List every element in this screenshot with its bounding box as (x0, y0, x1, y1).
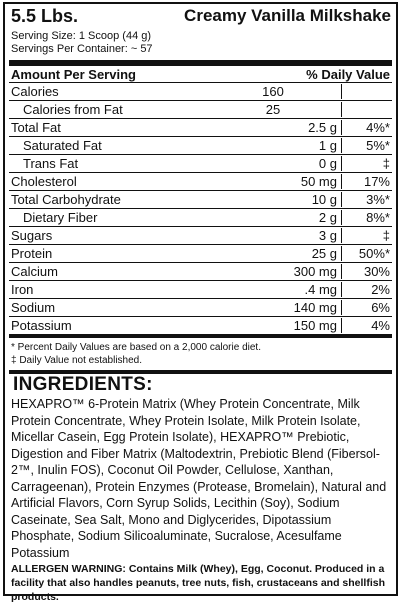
nutrient-label: Protein (11, 246, 53, 261)
nutrient-dv: ‡ (382, 156, 390, 171)
nutrient-dv: 50%* (358, 246, 390, 261)
nutrient-label: Trans Fat (23, 156, 79, 171)
amount-per-serving-header: Amount Per Serving (11, 67, 136, 82)
package-size: 5.5 Lbs. (11, 6, 79, 26)
nutrient-row (9, 227, 392, 245)
nutrient-label: Sodium (11, 300, 56, 315)
allergen-warning: ALLERGEN WARNING: Contains Milk (Whey), Egg, Coconut. Produced in a facility that also handles peanuts, tree nuts, fish, crustaceans and shellfish products. (11, 563, 386, 603)
label-header (5, 4, 396, 30)
nutrient-amount: 25 (209, 102, 342, 117)
nutrient-row (9, 245, 392, 263)
ingredients-text: HEXAPRO™ 6-Protein Matrix (Whey Protein Concentrate, Milk Protein Concentrate, Whey Protein Isolate, Milk Protein Isolate, Micellar Casein, Egg Protein Isolate), HEXAPRO™ Prebiotic, Digestion and Fiber Matrix (Maltodextrin, Prebiotic Blend (Fibersol-2™, Inulin FOS), Coconut Oil Powder, Cellulose, Xanthan, Carrageenan), Protein Enzymes (Protease, Bromelain), Natural and Artificial Flavors, Corn Syrup Solids, Lecithin (Soy), Sodium Caseinate, Sea Salt, Mono and Diglycerides, Dipotassium Phosphate, Sodium Silicoaluminate, Sucralose, Acesulfame Potassium (11, 397, 387, 560)
nutrient-row (9, 83, 392, 101)
nutrient-label: Potassium (11, 318, 72, 333)
nutrient-dv: 17% (363, 174, 390, 189)
nutrient-amount: 3 g (239, 228, 342, 243)
nutrient-amount: 2.5 g (239, 120, 342, 135)
nutrient-amount: 2 g (239, 210, 342, 225)
nutrient-dv: 2% (371, 282, 390, 297)
nutrient-dv: 5%* (366, 138, 390, 153)
nutrient-label: Calories from Fat (23, 102, 123, 117)
nutrient-label: Calcium (11, 264, 58, 279)
nutrient-amount: 140 mg (239, 300, 342, 315)
serving-size: Serving Size: 1 Scoop (44 g) (11, 30, 152, 42)
nutrient-row (9, 299, 392, 317)
nutrient-amount: .4 mg (239, 282, 342, 297)
nutrition-facts-panel (3, 2, 398, 603)
medium-divider (9, 334, 392, 338)
nutrient-dv: ‡ (382, 228, 390, 243)
nutrient-row (9, 263, 392, 281)
nutrient-row (9, 281, 392, 299)
nutrient-row (9, 191, 392, 209)
nutrient-dv: 3%* (366, 192, 390, 207)
nutrient-label: Calories (11, 84, 59, 99)
nutrient-amount: 1 g (239, 138, 342, 153)
nutrient-row (9, 119, 392, 137)
nutrient-dv: 4%* (366, 120, 390, 135)
nutrient-label: Total Carbohydrate (11, 192, 121, 207)
nutrient-amount: 300 mg (239, 264, 342, 279)
not-established-footnote: ‡ Daily Value not established. (11, 355, 143, 366)
column-header (9, 66, 392, 83)
nutrient-row (9, 137, 392, 155)
product-name: Creamy Vanilla Milkshake (184, 6, 391, 25)
nutrient-amount: 160 (209, 84, 342, 99)
nutrient-row (9, 101, 392, 119)
nutrient-dv: 30% (363, 264, 390, 279)
daily-value-footnote: * Percent Daily Values are based on a 2,000 calorie diet. (11, 342, 261, 353)
nutrient-dv: 4% (371, 318, 390, 333)
nutrient-rows (5, 83, 396, 334)
nutrient-label: Dietary Fiber (23, 210, 98, 225)
nutrient-amount: 25 g (239, 246, 342, 261)
servings-per-container: Servings Per Container: ~ 57 (11, 43, 153, 55)
nutrient-label: Sugars (11, 228, 53, 243)
nutrient-label: Total Fat (11, 120, 61, 135)
nutrient-label: Iron (11, 282, 34, 297)
nutrient-amount: 0 g (239, 156, 342, 171)
ingredients-title: INGREDIENTS: (9, 370, 392, 396)
nutrient-amount: 50 mg (239, 174, 342, 189)
nutrient-row (9, 317, 392, 334)
nutrient-row (9, 209, 392, 227)
nutrient-row (9, 155, 392, 173)
daily-value-header: % Daily Value (306, 67, 390, 82)
nutrient-label: Saturated Fat (23, 138, 102, 153)
nutrient-row (9, 173, 392, 191)
nutrient-label: Cholesterol (11, 174, 77, 189)
nutrient-amount: 150 mg (239, 318, 342, 333)
nutrient-dv: 6% (371, 300, 390, 315)
nutrient-dv: 8%* (366, 210, 390, 225)
nutrient-amount: 10 g (239, 192, 342, 207)
